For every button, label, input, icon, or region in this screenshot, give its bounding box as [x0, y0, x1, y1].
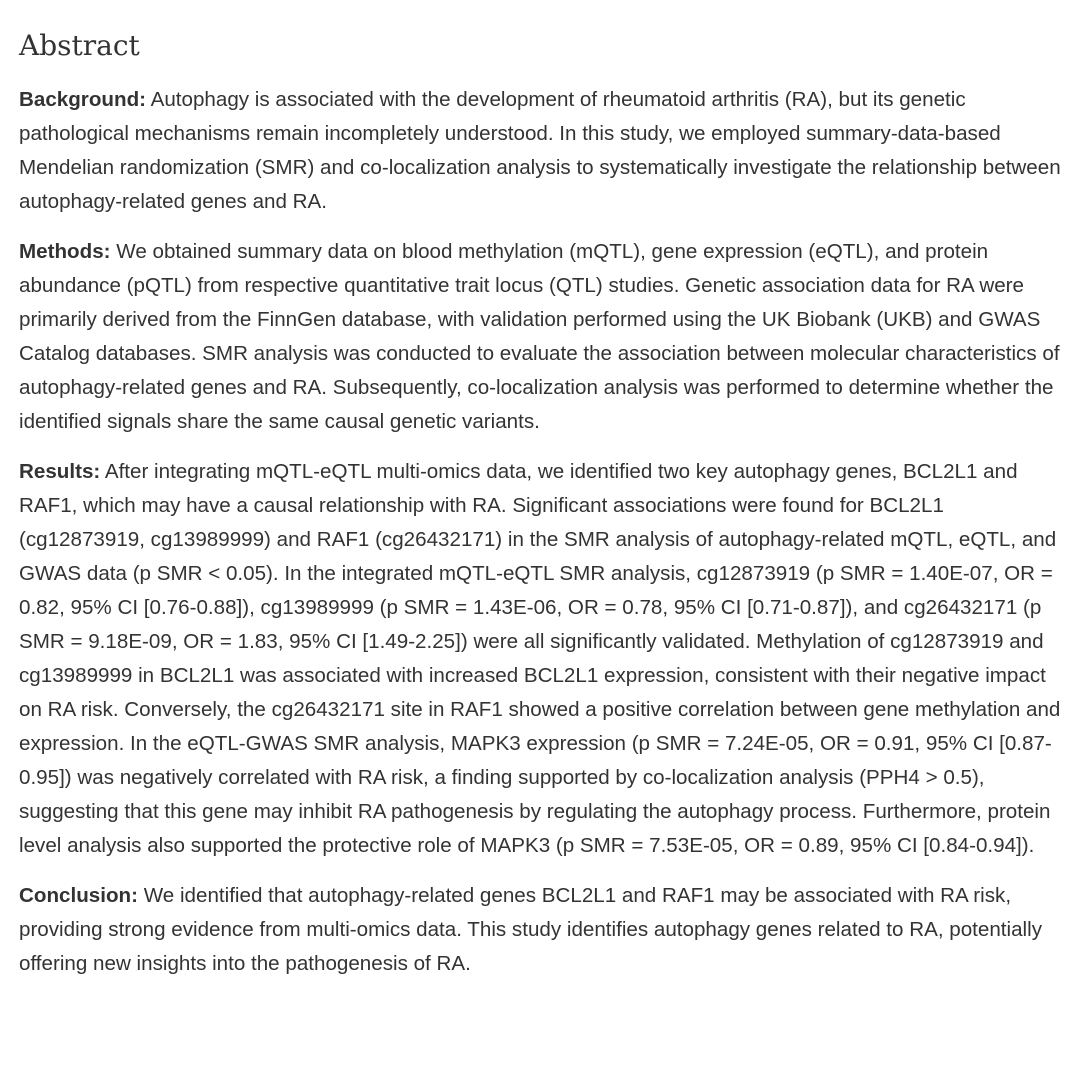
abstract-block	[19, 26, 1063, 997]
conclusion-label: Conclusion:	[19, 884, 138, 907]
background-paragraph	[19, 83, 1063, 219]
conclusion-paragraph	[19, 879, 1063, 981]
background-text: Autophagy is associated with the development of rheumatoid arthritis (RA), but its genetic pathological mechanisms remain incompletely understood. In this study, we employed summary-data-based Mendelian randomization (SMR) and co-localization analysis to systematically investigate the relationship between autophagy-related genes and RA.	[19, 88, 1061, 213]
results-label: Results:	[19, 460, 101, 483]
methods-label: Methods:	[19, 240, 111, 263]
methods-paragraph	[19, 235, 1063, 439]
background-label: Background:	[19, 88, 147, 111]
abstract-heading: Abstract	[19, 29, 140, 62]
conclusion-text: We identified that autophagy-related genes BCL2L1 and RAF1 may be associated with RA risk, providing strong evidence from multi-omics data. This study identifies autophagy genes related to RA, potentially offering new insights into the pathogenesis of RA.	[19, 884, 1042, 975]
methods-text: We obtained summary data on blood methylation (mQTL), gene expression (eQTL), and protein abundance (pQTL) from respective quantitative trait locus (QTL) studies. Genetic association data for RA were primarily derived from the FinnGen database, with validation performed using the UK Biobank (UKB) and GWAS Catalog databases. SMR analysis was conducted to evaluate the association between molecular characteristics of autophagy-related genes and RA. Subsequently, co-localization analysis was performed to determine whether the identified signals share the same causal genetic variants.	[19, 240, 1060, 433]
results-text: After integrating mQTL-eQTL multi-omics data, we identified two key autophagy genes, BCL2L1 and RAF1, which may have a causal relationship with RA. Significant associations were found for BCL2L1 (cg12873919, cg13989999) and RAF1 (cg26432171) in the SMR analysis of autophagy-related mQTL, eQTL, and GWAS data (p SMR < 0.05). In the integrated mQTL-eQTL SMR analysis, cg12873919 (p SMR = 1.40E-07, OR = 0.82, 95% CI [0.76-0.88]), cg13989999 (p SMR = 1.43E-06, OR = 0.78, 95% CI [0.71-0.87]), and cg26432171 (p SMR = 9.18E-09, OR = 1.83, 95% CI [1.49-2.25]) were all significantly validated. Methylation of cg12873919 and cg13989999 in BCL2L1 was associated with increased BCL2L1 expression, consistent with their negative impact on RA risk. Conversely, the cg26432171 site in RAF1 showed a positive correlation between gene methylation and expression. In the eQTL-GWAS SMR analysis, MAPK3 expression (p SMR = 7.24E-05, OR = 0.91, 95% CI [0.87-0.95]) was negatively correlated with RA risk, a finding supported by co-localization analysis (PPH4 > 0.5), suggesting that this gene may inhibit RA pathogenesis by regulating the autophagy process. Furthermore, protein level analysis also supported the protective role of MAPK3 (p SMR = 7.53E-05, OR = 0.89, 95% CI [0.84-0.94]).	[19, 460, 1061, 857]
results-paragraph	[19, 455, 1063, 863]
